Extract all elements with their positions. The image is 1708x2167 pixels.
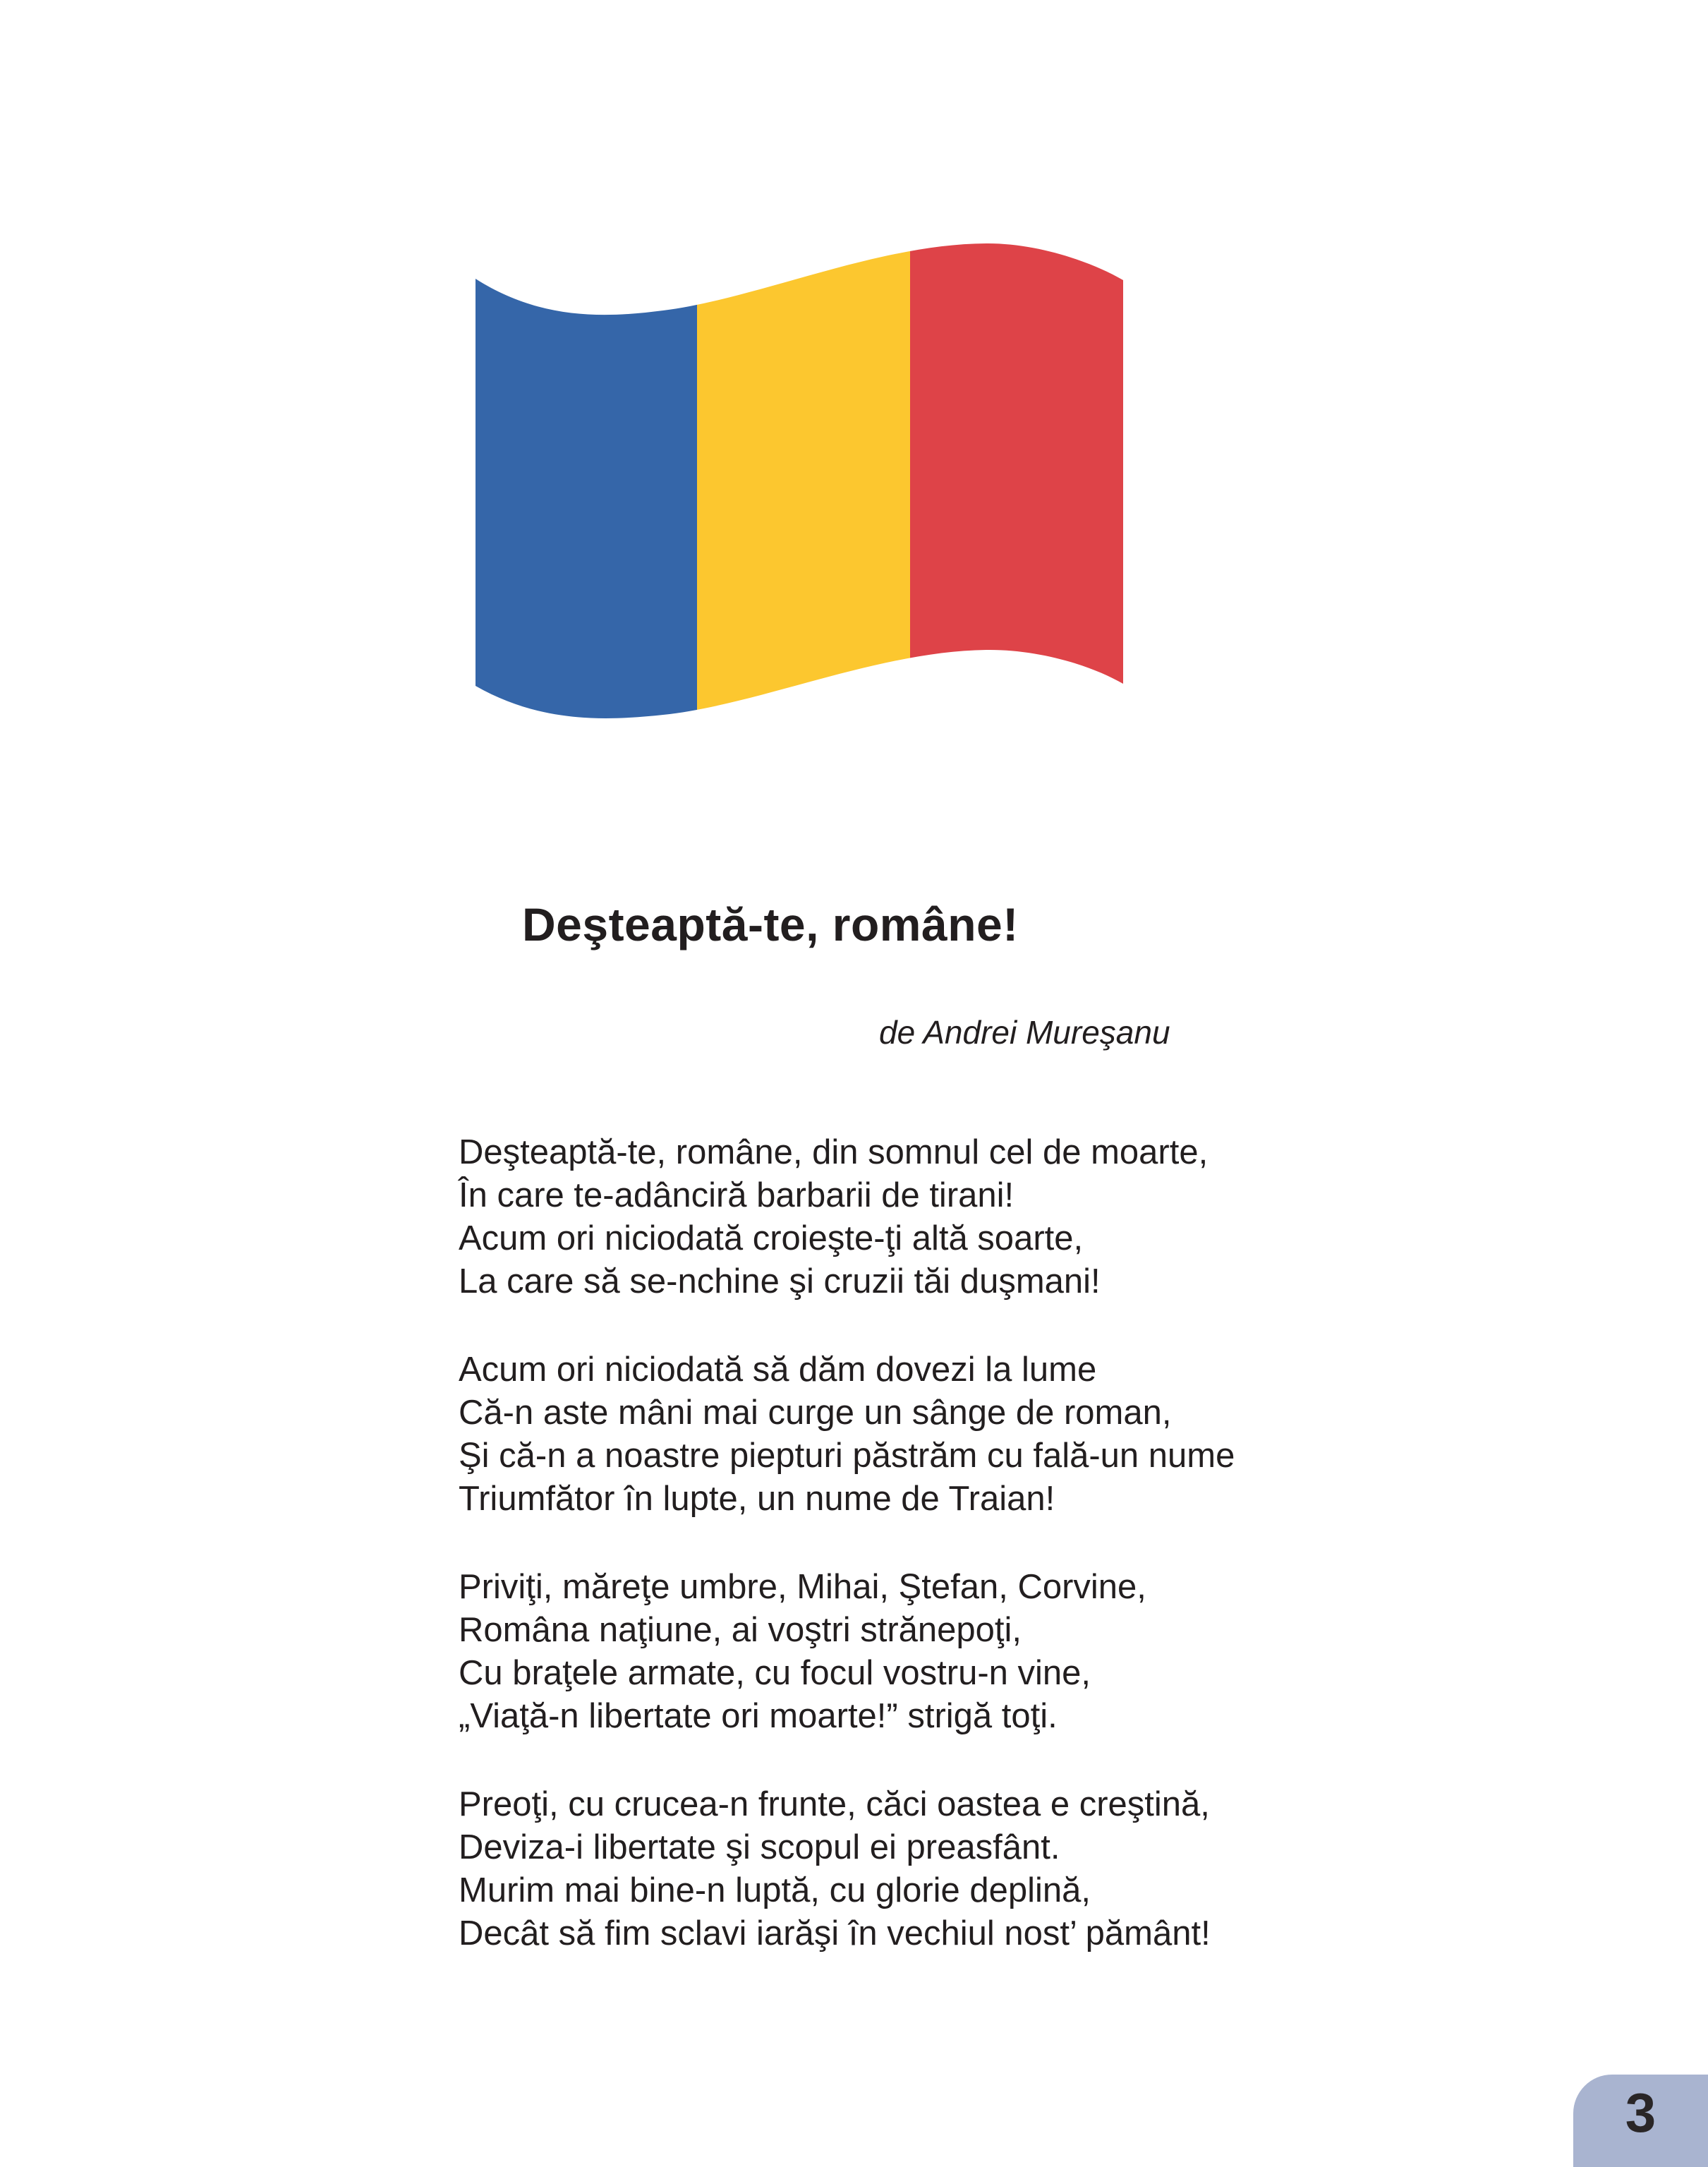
poem-line: În care te-adânciră barbarii de tirani! (459, 1176, 1014, 1214)
poem-line: Triumfător în lupte, un nume de Traian! (459, 1480, 1055, 1518)
poem-line: Şi că-n a noastre piepturi păstrăm cu fală-un nume (459, 1437, 1235, 1475)
poem-line: Decât să fim sclavi iarăşi în vechiul nost’ pământ! (459, 1914, 1211, 1952)
poem-stanza (459, 1783, 1235, 1955)
poem-line: Deşteaptă-te, române, din somnul cel de moarte, (459, 1133, 1209, 1171)
poem-body (459, 1131, 1235, 2000)
poem-stanza (459, 1131, 1235, 1303)
flag-red-stripe (910, 243, 1123, 718)
poem-stanza (459, 1348, 1235, 1521)
poem-line: Acum ori niciodată croieşte-ţi altă soarte, (459, 1219, 1084, 1257)
romanian-flag-illustration (476, 243, 1123, 718)
poem-line: Deviza-i libertate şi scopul ei preasfânt. (459, 1828, 1060, 1866)
poem-line: Cu braţele armate, cu focul vostru-n vine, (459, 1654, 1091, 1692)
poem-stanza (459, 1566, 1235, 1738)
poem-line: Preoţi, cu crucea-n frunte, căci oastea e creştină, (459, 1785, 1210, 1823)
poem-title: Deşteaptă-te, române! (522, 898, 1019, 950)
poem-line: „Viaţă-n libertate ori moarte!” strigă toţi. (459, 1697, 1058, 1735)
poem-line: Acum ori niciodată să dăm dovezi la lume (459, 1351, 1097, 1389)
poem-byline: de Andrei Mureşanu (879, 1014, 1170, 1051)
flag-blue-stripe (476, 243, 697, 718)
poem-line: Româna naţiune, ai voştri strănepoţi, (459, 1611, 1022, 1649)
poem-line: Priviţi, măreţe umbre, Mihai, Ştefan, Corvine, (459, 1568, 1146, 1606)
poem-line: Murim mai bine-n luptă, cu glorie deplină, (459, 1871, 1091, 1909)
page-number-badge (1573, 2075, 1708, 2167)
poem-line: Că-n aste mâni mai curge un sânge de roman, (459, 1394, 1172, 1432)
poem-line: La care să se-nchine şi cruzii tăi duşmani! (459, 1262, 1101, 1300)
page-number: 3 (1625, 2082, 1656, 2144)
flag-yellow-stripe (697, 243, 910, 718)
